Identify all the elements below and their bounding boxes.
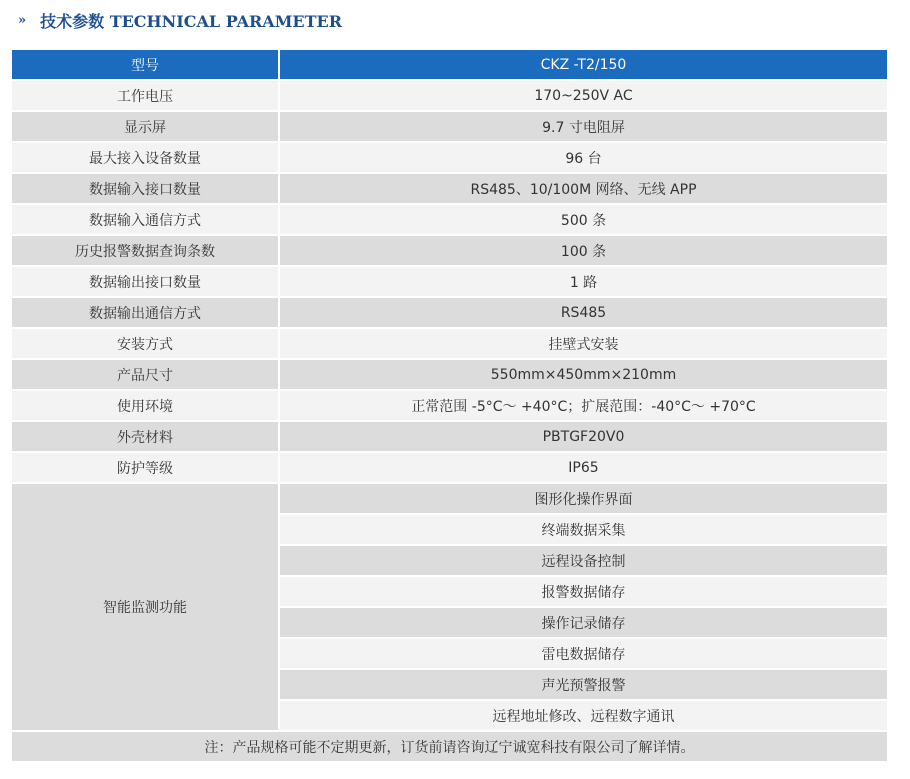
table-row — [12, 359, 888, 390]
function-item: 操作记录储存 — [279, 607, 888, 638]
function-item: 终端数据采集 — [279, 514, 888, 545]
row-label: 数据输出接口数量 — [12, 266, 279, 297]
function-item: 图形化操作界面 — [279, 483, 888, 514]
row-label: 数据输入通信方式 — [12, 204, 279, 235]
table-row — [12, 80, 888, 111]
row-value: 1 路 — [279, 266, 888, 297]
footnote: 注：产品规格可能不定期更新，订货前请咨询辽宁诚宽科技有限公司了解详情。 — [12, 731, 888, 762]
table-row — [12, 204, 888, 235]
row-label: 数据输出通信方式 — [12, 297, 279, 328]
spec-table — [12, 50, 889, 763]
row-label: 防护等级 — [12, 452, 279, 483]
table-header-row — [12, 50, 888, 80]
table-row — [12, 235, 888, 266]
table-row — [12, 173, 888, 204]
row-label: 最大接入设备数量 — [12, 142, 279, 173]
row-value: 挂壁式安装 — [279, 328, 888, 359]
row-label: 安装方式 — [12, 328, 279, 359]
function-item: 声光预警报警 — [279, 669, 888, 700]
row-label: 历史报警数据查询条数 — [12, 235, 279, 266]
table-row — [12, 111, 888, 142]
function-item: 报警数据储存 — [279, 576, 888, 607]
row-value: 正常范围 -5°C～ +40°C；扩展范围：-40°C～ +70°C — [279, 390, 888, 421]
row-label: 外壳材料 — [12, 421, 279, 452]
row-value: 500 条 — [279, 204, 888, 235]
table-row — [12, 266, 888, 297]
table-row — [12, 328, 888, 359]
function-item: 远程设备控制 — [279, 545, 888, 576]
table-row — [12, 297, 888, 328]
table-row — [12, 142, 888, 173]
row-value: RS485、10/100M 网络、无线 APP — [279, 173, 888, 204]
row-value: RS485 — [279, 297, 888, 328]
section-header — [0, 0, 910, 40]
section-title: 技术参数 TECHNICAL PARAMETER — [40, 11, 343, 31]
function-item: 远程地址修改、远程数字通讯 — [279, 700, 888, 731]
row-label: 显示屏 — [12, 111, 279, 142]
note-row — [12, 731, 888, 762]
column-header-model-value: CKZ -T2/150 — [279, 50, 888, 80]
function-item: 雷电数据储存 — [279, 638, 888, 669]
row-value: 100 条 — [279, 235, 888, 266]
row-value: 550mm×450mm×210mm — [279, 359, 888, 390]
row-value: 170~250V AC — [279, 80, 888, 111]
table-row — [12, 421, 888, 452]
row-label: 使用环境 — [12, 390, 279, 421]
row-value: 9.7 寸电阻屏 — [279, 111, 888, 142]
row-label: 产品尺寸 — [12, 359, 279, 390]
row-value: IP65 — [279, 452, 888, 483]
table-row — [12, 390, 888, 421]
function-row — [12, 483, 888, 514]
row-label: 工作电压 — [12, 80, 279, 111]
table-row — [12, 452, 888, 483]
functions-label: 智能监测功能 — [12, 483, 279, 731]
row-value: PBTGF20V0 — [279, 421, 888, 452]
row-label: 数据输入接口数量 — [12, 173, 279, 204]
column-header-model: 型号 — [12, 50, 279, 80]
chevron-icon: » — [18, 12, 27, 28]
row-value: 96 台 — [279, 142, 888, 173]
